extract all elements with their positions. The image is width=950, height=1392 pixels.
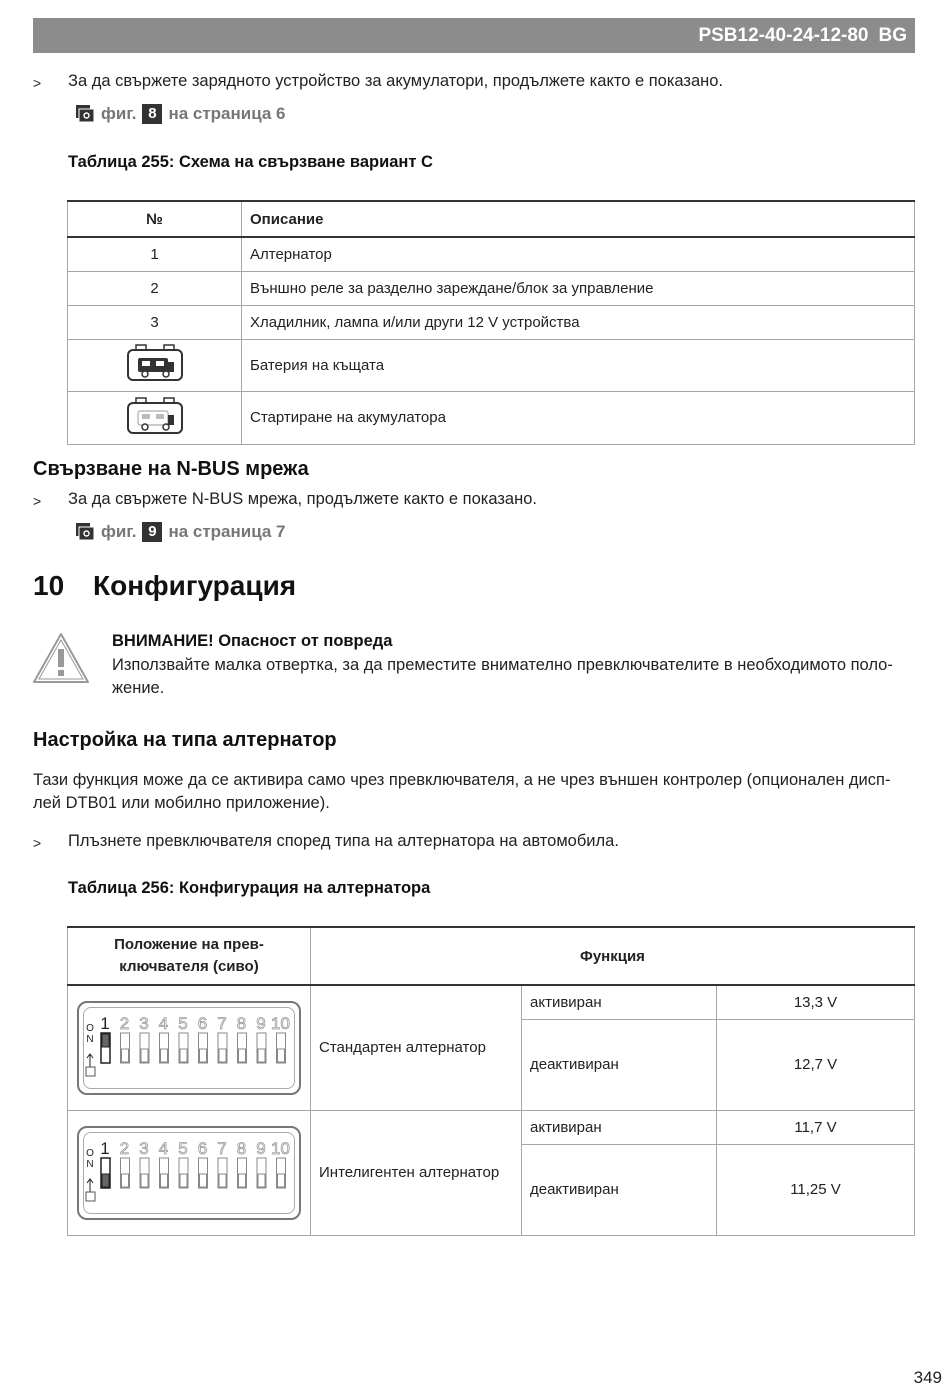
- row-number: 3: [68, 305, 242, 339]
- dip-switch-knob: [219, 1174, 226, 1187]
- col-header-description: Описание: [242, 201, 915, 237]
- state-label: деактивиран: [522, 1144, 717, 1235]
- dip-off-marker: [86, 1192, 95, 1201]
- model-title: PSB12-40-24-12-80: [698, 25, 869, 46]
- row-description: Хладилник, лампа и/или други 12 V устройства: [242, 305, 915, 339]
- page-number: 349: [913, 1368, 942, 1387]
- dip-number: 10: [271, 1138, 290, 1158]
- dip-switch-knob: [200, 1049, 207, 1062]
- header-bar: [33, 18, 915, 53]
- dip-switch-knob: [239, 1049, 246, 1062]
- col-header-switch-line-2: ключвателя (сиво): [119, 958, 259, 975]
- dip-switch-knob: [122, 1049, 129, 1062]
- dip-number: 10: [271, 1013, 290, 1033]
- voltage-value: 11,25 V: [717, 1144, 915, 1235]
- figure-reference-8[interactable]: [76, 104, 286, 124]
- dip-switch-knob: [141, 1174, 148, 1187]
- state-label: деактивиран: [522, 1019, 717, 1110]
- alternator-type: Интелигентен алтернатор: [311, 1110, 522, 1235]
- row-description: Външно реле за разделно зареждане/блок за управление: [242, 271, 915, 305]
- dip-switch-svg: [79, 1003, 299, 1093]
- dip-number: 9: [256, 1013, 266, 1033]
- warning-icon: [31, 631, 91, 691]
- dip-number: 4: [158, 1013, 169, 1033]
- alternator-type: Стандартен алтернатор: [311, 985, 522, 1110]
- alternator-para-line-2: лей DTB01 или мобилно приложение).: [33, 794, 330, 812]
- dip-number: 2: [119, 1138, 130, 1158]
- dip-switch-knob: [278, 1174, 285, 1187]
- dip-switch-knob: [180, 1174, 187, 1187]
- dip-number: 1: [100, 1013, 110, 1033]
- dip-number: 1: [100, 1138, 110, 1158]
- dip-number: 4: [158, 1138, 169, 1158]
- table-row: [68, 391, 915, 444]
- dip-switch-cell: [68, 1110, 311, 1235]
- voltage-value: 12,7 V: [717, 1019, 915, 1110]
- dip-switch-knob: [219, 1049, 226, 1062]
- fig-page: на страница 6: [168, 104, 286, 123]
- table-row: [68, 271, 915, 305]
- table-256-caption: Таблица 256: Конфигурация на алтернатора: [68, 879, 431, 897]
- dip-switch-diagram: [77, 1001, 301, 1095]
- header-title: [698, 18, 907, 53]
- fig-page: на страница 7: [168, 522, 286, 541]
- warning-line-2: жение.: [112, 679, 165, 697]
- dip-number: 6: [197, 1138, 208, 1158]
- dip-switch-knob: [141, 1049, 148, 1062]
- dip-on-label: N: [86, 1033, 94, 1045]
- table-256: [67, 926, 915, 1236]
- dip-number: 3: [139, 1013, 149, 1033]
- dip-on-arrow: [87, 1054, 93, 1067]
- alternator-heading: Настройка на типа алтернатор: [33, 729, 337, 751]
- row-description: Батерия на къщата: [242, 339, 915, 391]
- dip-number: 5: [178, 1013, 188, 1033]
- alternator-para-line-1: Тази функция може да се активира само чрез превключвателя, а не чрез външен контролер (опционален дисп-: [33, 771, 891, 789]
- state-label: активиран: [522, 1110, 717, 1144]
- figure-reference-9[interactable]: [76, 522, 286, 542]
- table-row: [68, 305, 915, 339]
- dip-switch-knob: [200, 1174, 207, 1187]
- nbus-heading: Свързване на N-BUS мрежа: [33, 458, 309, 480]
- dip-switch-knob: [161, 1049, 168, 1062]
- row-number: 1: [68, 237, 242, 271]
- dip-number: 8: [236, 1013, 247, 1033]
- dip-switch-svg: [79, 1128, 299, 1218]
- starter-battery-icon: [68, 391, 242, 444]
- dip-switch-knob: [102, 1034, 109, 1047]
- bullet-marker: >: [33, 75, 42, 91]
- dip-off-marker: [86, 1067, 95, 1076]
- bullet-marker: >: [33, 835, 42, 851]
- dip-switch-knob: [258, 1049, 265, 1062]
- warning-line-1: Използвайте малка отвертка, за да преместите внимателно превключвателите в необходимото поло-: [112, 656, 893, 674]
- row-description: Стартиране на акумулатора: [242, 391, 915, 444]
- warning-title: ВНИМАНИЕ! Опасност от повреда: [112, 632, 393, 650]
- dip-switch-knob: [180, 1049, 187, 1062]
- dip-on-label: O: [86, 1147, 94, 1159]
- table-255: [67, 200, 915, 445]
- fig-number: 9: [142, 522, 162, 542]
- col-header-switch-line-1: Положение на прев-: [114, 936, 264, 953]
- section-number: 10: [33, 570, 65, 601]
- dip-number: 6: [197, 1013, 208, 1033]
- table-row: [68, 985, 915, 1019]
- col-header-switch-position: [68, 927, 311, 985]
- fig-number: 8: [142, 104, 162, 124]
- table-255-caption: Таблица 255: Схема на свързване вариант C: [68, 153, 433, 171]
- dip-switch-knob: [102, 1174, 109, 1187]
- voltage-value: 11,7 V: [717, 1110, 915, 1144]
- dip-switch-knob: [278, 1049, 285, 1062]
- table-row: [68, 237, 915, 271]
- nbus-text: За да свържете N-BUS мрежа, продължете както е показано.: [68, 490, 537, 508]
- house-battery-icon: [68, 339, 242, 391]
- intro-text: За да свържете зарядното устройство за акумулатори, продължете както е показано.: [68, 72, 724, 90]
- dip-on-label: N: [86, 1158, 94, 1170]
- fig-label: фиг.: [101, 522, 137, 541]
- dip-number: 2: [119, 1013, 130, 1033]
- col-header-function: Функция: [311, 927, 915, 985]
- alternator-instruction: Плъзнете превключвателя според типа на алтернатора на автомобила.: [68, 832, 619, 850]
- language-code: BG: [878, 25, 907, 46]
- section-title: Конфигурация: [93, 570, 297, 601]
- dip-switch-diagram: [77, 1126, 301, 1220]
- dip-number: 7: [217, 1138, 227, 1158]
- dip-switch-knob: [258, 1174, 265, 1187]
- camera-icon: [76, 523, 95, 541]
- voltage-value: 13,3 V: [717, 985, 915, 1019]
- state-label: активиран: [522, 985, 717, 1019]
- dip-switch-knob: [239, 1174, 246, 1187]
- col-header-no: №: [68, 201, 242, 237]
- dip-on-label: O: [86, 1022, 94, 1034]
- table-row: [68, 339, 915, 391]
- dip-number: 9: [256, 1138, 266, 1158]
- dip-on-arrow: [87, 1179, 93, 1192]
- dip-switch-knob: [161, 1174, 168, 1187]
- row-description: Алтернатор: [242, 237, 915, 271]
- table-row: [68, 1110, 915, 1144]
- dip-number: 5: [178, 1138, 188, 1158]
- row-number: 2: [68, 271, 242, 305]
- camera-icon: [76, 105, 95, 123]
- fig-label: фиг.: [101, 104, 137, 123]
- dip-number: 7: [217, 1013, 227, 1033]
- bullet-marker: >: [33, 493, 42, 509]
- dip-switch-cell: [68, 985, 311, 1110]
- dip-number: 8: [236, 1138, 247, 1158]
- dip-switch-knob: [122, 1174, 129, 1187]
- dip-number: 3: [139, 1138, 149, 1158]
